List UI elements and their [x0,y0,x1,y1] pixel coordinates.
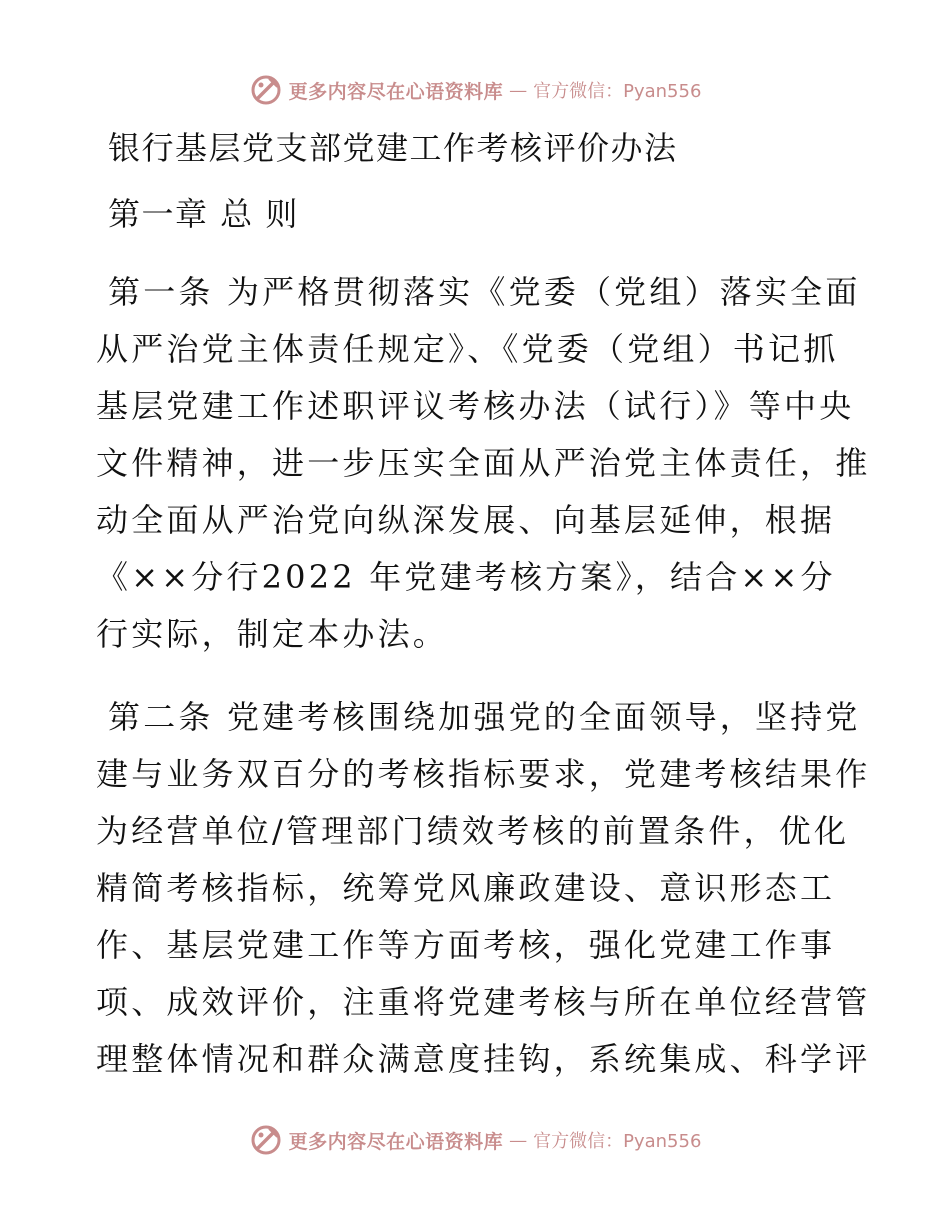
paragraph-line: 第一条 为严格贯彻落实《党委（党组）落实全面 [108,273,861,311]
watermark-brand: 更多内容尽在心语资料库 [288,80,504,103]
watermark-banner-bottom [0,1120,950,1160]
paragraph-line: 为经营单位/管理部门绩效考核的前置条件，优化 [96,812,850,850]
watermark-separator: — [509,1129,528,1151]
watermark-contact: 官方微信：Pyan556 [533,81,702,102]
paragraph-line: 动全面从严治党向纵深发展、向基层延伸，根据 [96,501,836,539]
logo-icon [249,73,283,107]
watermark-separator: — [509,79,528,101]
paragraph-line: 作、基层党建工作等方面考核，强化党建工作事 [96,926,836,964]
document-title: 银行基层党支部党建工作考核评价办法 [108,129,678,167]
paragraph-line: 行实际，制定本办法。 [96,615,449,653]
watermark-contact: 官方微信：Pyan556 [533,1131,702,1152]
watermark-brand: 更多内容尽在心语资料库 [288,1130,504,1153]
paragraph-line: 基层党建工作述职评议考核办法（试行）》等中央 [96,387,855,425]
chapter-heading: 第一章 总 则 [108,195,299,233]
paragraph-line: 《××分行2022 年党建考核方案》，结合××分 [96,558,836,596]
logo-icon [249,1123,283,1157]
paragraph-line: 第二条 党建考核围绕加强党的全面领导，坚持党 [108,698,861,736]
paragraph-line: 建与业务双百分的考核指标要求，党建考核结果作 [96,755,871,793]
article-1 [96,264,871,663]
article-2 [96,689,871,1088]
document-body [96,124,871,1114]
paragraph-line: 理整体情况和群众满意度挂钩，系统集成、科学评 [96,1040,871,1078]
paragraph-line: 项、成效评价，注重将党建考核与所在单位经营管 [96,983,871,1021]
paragraph-line: 文件精神，进一步压实全面从严治党主体责任，推 [96,444,871,482]
watermark-banner-top [0,70,950,110]
paragraph-line: 从严治党主体责任规定》、《党委（党组）书记抓 [96,330,839,368]
paragraph-line: 精简考核指标，统筹党风廉政建设、意识形态工 [96,869,836,907]
